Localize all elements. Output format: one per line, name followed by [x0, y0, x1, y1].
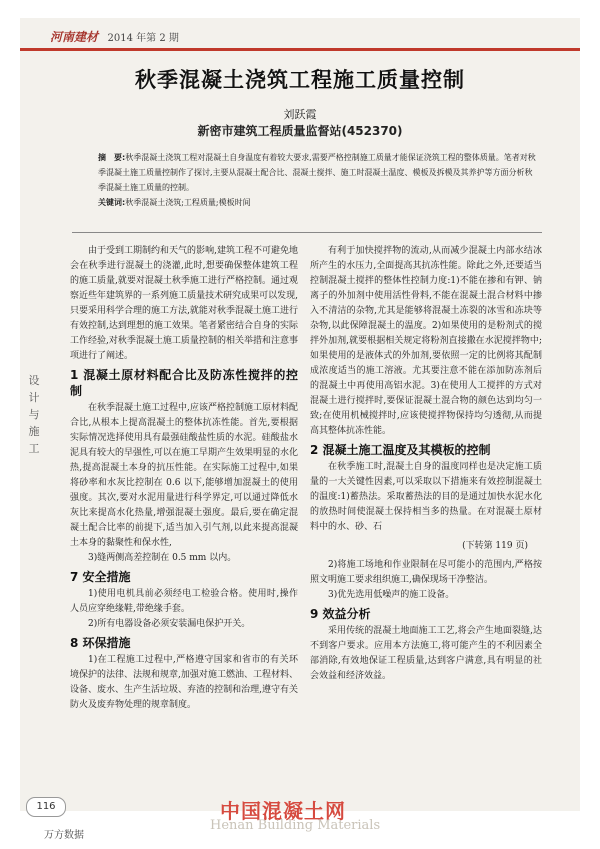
right-column: [310, 244, 542, 684]
section-1-heading: 1 混凝土原材料配合比及防冻性搅拌的控制: [70, 368, 298, 398]
source-label: 万方数据: [44, 830, 84, 841]
continued-paragraph: 有利于加快搅拌物的流动,从而减少混凝土内部水结冰所产生的水压力,全面提高其抗冻性能。除此之外,还要适当控制混凝土搅拌的整体性控制力度:1)不能在掺和有钾、钠离子的外加剂中使用活性骨料,不能在混凝土混合材料中掺入不清洁的杂物,尤其是能够将混凝土冻裂的冰雪和冻块等杂物,以此保障混凝土的温度。2)如果使用的是粉剂式的搅拌外加剂,就要根据相关规定将粉剂直接撒在水泥搅拌物中;如果使用的是液体式的外加剂,要依照一定的比例将其配制成浓度适当的施工溶液。尤其要注意不能在添加防冻剂后的混凝土中再使用高铝水泥。3)在使用人工搅拌的方式对混凝土进行搅拌时,要保证混凝土混合物的颜色达到均匀一致;在使用机械搅拌时,应该使搅拌物保持均匀透彻,从而提高其整体抗冻性能。: [310, 246, 542, 436]
journal-issue: 2014 年第 2 期: [107, 33, 179, 44]
abstract-divider: [72, 232, 542, 233]
section-9-heading: 9 效益分析: [310, 607, 371, 621]
journal-name: 河南建材: [50, 30, 99, 44]
keywords-text: 秋季混凝土浇筑;工程质量;模板时间: [125, 198, 251, 207]
author: 刘跃霞: [283, 108, 317, 121]
section-7-item-1: 1)使用电机具前必须经电工检验合格。使用时,操作人员应穿绝缘鞋,带绝缘手套。: [70, 589, 298, 614]
section-2-text: 在秋季施工时,混凝土自身的温度同样也是决定施工质量的一大关键性因素,可以采取以下措施来有效控制混凝土的温度:1)蓄热法。采取蓄热法的目的是通过加快水泥水化的放热时间使混凝土保持相当多的热量。在对混凝土原材料中的水、砂、石: [310, 462, 542, 532]
side-char: 工: [28, 442, 40, 455]
intro-paragraph: 由于受到工期制约和天气的影响,建筑工程不可避免地会在秋季进行混凝土的浇灌,此时,想要确保整体建筑工程的施工质量,就要对混凝土秋季施工进行严格控制。通过观察近些年建筑界的一系列施工质量技术研究成果可以发现,只要采用科学合理的施工方法,就能对秋季混凝土施工进行有效控制,达到理想的施工效果。笔者紧密结合自身的实际工作经验,对秋季混凝土施工质量控制的相关举措和注意事项进行了阐述。: [70, 246, 298, 361]
article-title: 秋季混凝土浇筑工程施工质量控制: [135, 68, 465, 92]
page-number: 116: [26, 797, 66, 817]
watermark-cn: 中国混凝土网: [220, 799, 346, 823]
header-rule: [20, 48, 580, 51]
section-2-heading: 2 混凝土施工温度及其模板的控制: [310, 443, 491, 457]
section-7-heading: 7 安全措施: [70, 570, 131, 584]
section-6-item-3: 3)优先选用低噪声的施工设备。: [328, 590, 455, 600]
section-side-label: [28, 372, 40, 457]
abstract-block: [98, 150, 538, 210]
abstract-label: 摘 要:: [98, 153, 126, 162]
section-6-item-2: 2)将施工场地和作业限制在尽可能小的范围内,严格按照文明施工要求组织施工,确保现场干净整洁。: [310, 560, 542, 585]
section-8-item-1: 1)在工程施工过程中,严格遵守国家和省市的有关环境保护的法律、法规和规章,加强对施工燃油、工程材料、设备、废水、生产生活垃圾、弃渣的控制和治理,遵守有关防火及废弃物处理的规章制度。: [70, 655, 298, 710]
side-char: 施: [28, 425, 40, 438]
abstract-text: 秋季混凝土浇筑工程对混凝土自身温度有着较大要求,需要严格控制施工质量才能保证浇筑工程的整体质量。笔者对秋季混凝土施工质量控制作了探讨,主要从混凝土配合比、混凝土搅拌、施工时混凝土温度、模板及拆模及其养护等方面分析秋季混凝土施工质量的控制。: [98, 153, 536, 192]
section-8-heading: 8 环保措施: [70, 636, 131, 650]
section-7-item-2: 2)所有电器设备必须安装漏电保护开关。: [88, 619, 251, 629]
keywords-label: 关键词:: [98, 198, 126, 207]
side-char: 计: [28, 391, 40, 404]
continued-note: (下转第 119 页): [462, 541, 528, 551]
watermark-en: Henan Building Materials: [210, 818, 381, 833]
side-char: 设: [28, 374, 40, 387]
abstract: [98, 150, 538, 195]
keywords: [98, 195, 538, 210]
running-header: [50, 28, 179, 44]
affiliation: 新密市建筑工程质量监督站(452370): [197, 124, 403, 138]
left-column: [70, 244, 298, 713]
side-char: 与: [28, 408, 40, 421]
item-3: 3)缝两侧高差控制在 0.5 mm 以内。: [88, 553, 237, 563]
section-9-text: 采用传统的混凝土地面施工工艺,将会产生地面裂缝,达不到客户要求。应用本方法施工,将可能产生的不利因素全部消除,有效地保证工程质量,达到客户满意,具有明显的社会效益和经济效益。: [310, 626, 542, 681]
section-1-text: 在秋季混凝土施工过程中,应该严格控制施工原材料配合比,从根本上提高混凝土的整体抗冻性能。首先,要根据实际情况选择使用具有最强硅酸盐性质的水泥。硅酸盐水泥具有较大的早强性,可以在施工早期产生效果明显的水化热,提高混凝土本身的抗压性能。在实际施工过程中,如果将砂率和水灰比控制在 0.6 以下,能够增加混凝土的使用强度。其次,要对水泥用量进行科学界定,可以通过降低水灰比来提高水化热量,增强混凝土强度。最后,要在确定混凝土配合比率的前提下,适当加入引气剂,以此来提高混凝土本身的黏聚性和保水性,: [70, 403, 298, 548]
